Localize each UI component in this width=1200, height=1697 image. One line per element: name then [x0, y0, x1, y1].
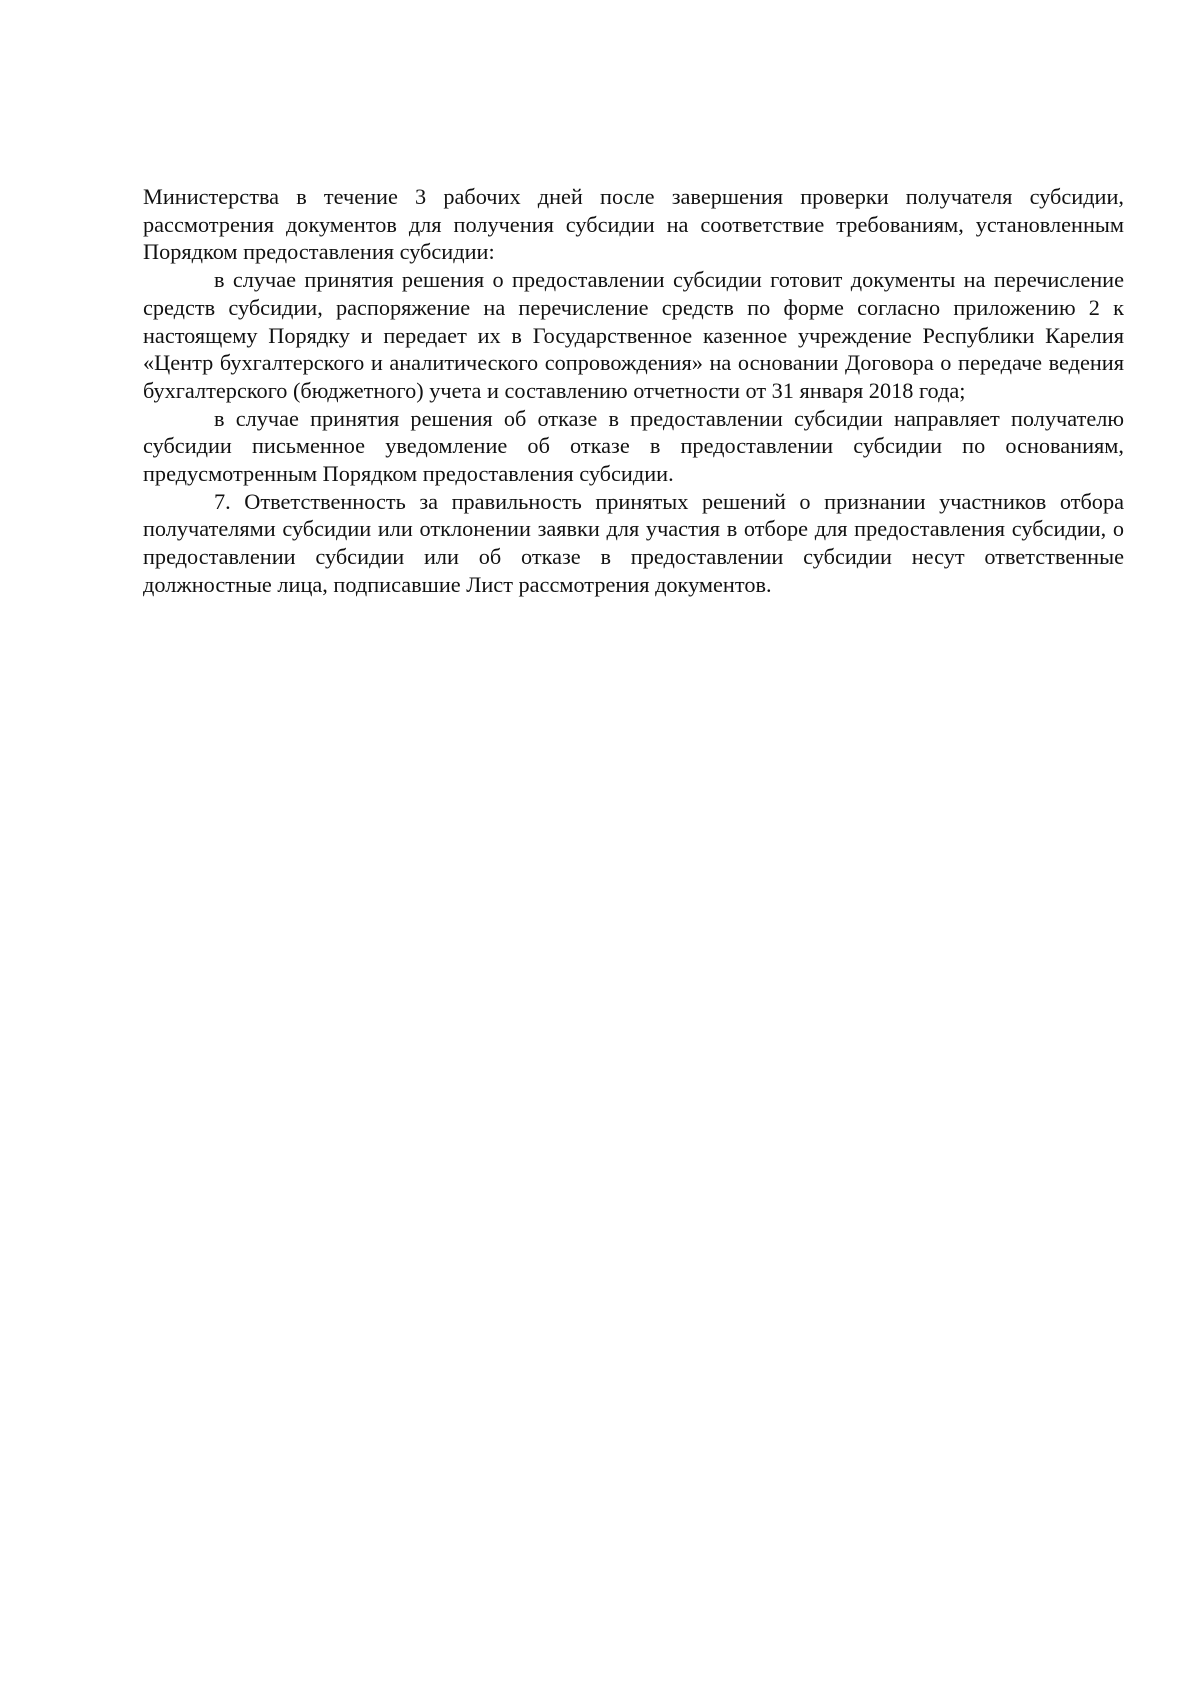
paragraph-decision-grant: в случае принятия решения о предоставлении субсидии готовит документы на перечисление средств субсидии, распоряжение на перечисление средств по форме согласно приложению 2 к настоящему Порядку и передает их в Государственное казенное учреждение Республики Карелия «Центр бухгалтерского и аналитического сопровождения» на основании Договора о передаче ведения бухгалтерского (бюджетного) учета и составлению отчетности от 31 января 2018 года; — [143, 267, 1124, 403]
paragraph-clause-7: 7. Ответственность за правильность принятых решений о признании участников отбора получателями субсидии или отклонении заявки для участия в отборе для предоставления субсидии, о предоставлении субсидии или об отказе в предоставлении субсидии несут ответственные должностные лица, подписавшие Лист рассмотрения документов. — [143, 488, 1124, 597]
paragraph-decision-refuse: в случае принятия решения об отказе в предоставлении субсидии направляет получателю субсидии письменное уведомление об отказе в предоставлении субсидии по основаниям, предусмотренным Порядком предоставления субсидии. — [143, 405, 1124, 487]
paragraph-continuation: Министерства в течение 3 рабочих дней после завершения проверки получателя субсидии, рассмотрения документов для получения субсидии на соответствие требованиям, установленным Порядком предоставления субсидии: — [143, 184, 1124, 265]
document-body — [143, 183, 1124, 599]
